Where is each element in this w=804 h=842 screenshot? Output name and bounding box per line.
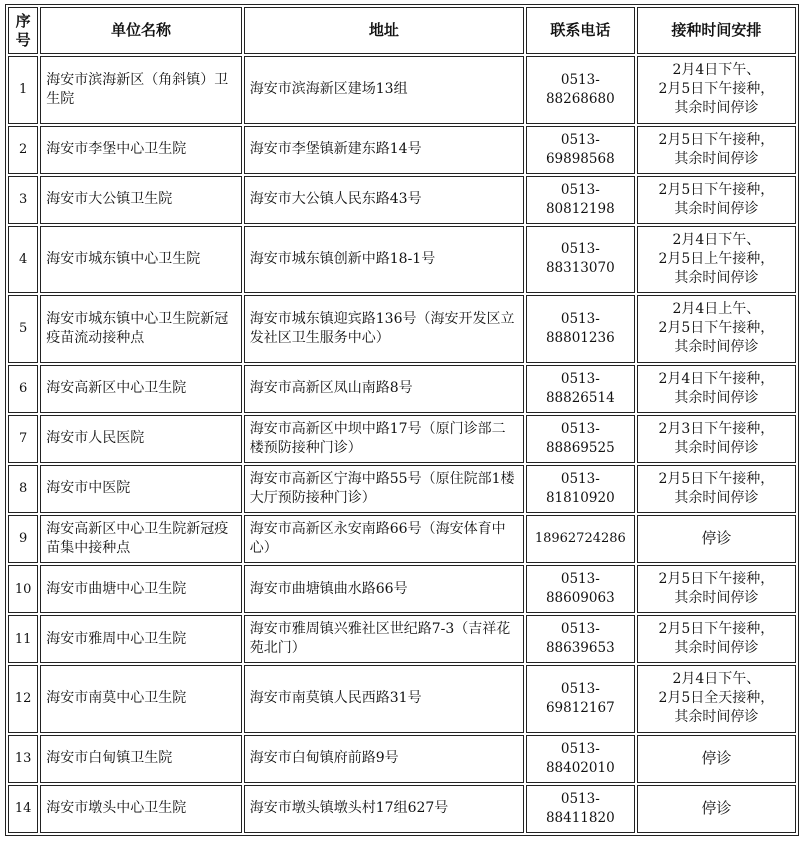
table-row xyxy=(8,365,796,413)
table-row xyxy=(8,56,796,124)
schedule-line: 2月5日全天接种， xyxy=(658,690,775,707)
schedule-line: 2月5日下午接种， xyxy=(658,81,775,98)
schedule-line: 其余时间停诊 xyxy=(674,640,759,657)
schedule-line: 其余时间停诊 xyxy=(674,200,759,217)
phone-line: 0513- xyxy=(560,71,600,88)
unit-name: 海安市城东镇中心卫生院新冠疫苗流动接种点 xyxy=(40,295,242,363)
address: 海安市高新区宁海中路55号（原住院部1楼大厅预防接种门诊） xyxy=(244,465,524,513)
schedule-line: 其余时间停诊 xyxy=(674,489,759,506)
table-row xyxy=(8,415,796,463)
table-row xyxy=(8,735,796,783)
phone-number xyxy=(526,415,635,463)
schedule-line: 2月5日下午接种， xyxy=(658,571,775,588)
phone-line: 69812167 xyxy=(545,699,615,716)
schedule xyxy=(637,735,796,783)
row-number: 8 xyxy=(8,465,38,513)
header-number xyxy=(8,7,38,54)
schedule-line: 2月5日下午接种， xyxy=(658,470,775,487)
schedule-line: 其余时间停诊 xyxy=(674,269,759,286)
phone-line: 0513- xyxy=(560,131,600,148)
schedule-line: 2月5日下午接种， xyxy=(658,320,775,337)
vaccination-sites-table xyxy=(5,4,799,836)
row-number: 11 xyxy=(8,615,38,663)
address: 海安市李堡镇新建东路14号 xyxy=(244,126,524,174)
schedule-line: 其余时间停诊 xyxy=(674,709,759,726)
unit-name: 海安市雅周中心卫生院 xyxy=(40,615,242,663)
address: 海安市城东镇创新中路18-1号 xyxy=(244,226,524,294)
header-schedule: 接种时间安排 xyxy=(637,7,796,54)
phone-line: 88609063 xyxy=(545,590,615,607)
schedule xyxy=(637,226,796,294)
schedule xyxy=(637,295,796,363)
row-number: 1 xyxy=(8,56,38,124)
header-phone: 联系电话 xyxy=(526,7,635,54)
table-row xyxy=(8,565,796,613)
row-number: 3 xyxy=(8,176,38,224)
address: 海安市曲塘镇曲水路66号 xyxy=(244,565,524,613)
phone-number xyxy=(526,126,635,174)
schedule-line: 2月5日下午接种， xyxy=(658,181,775,198)
unit-name: 海安市李堡中心卫生院 xyxy=(40,126,242,174)
address: 海安市滨海新区建场13组 xyxy=(244,56,524,124)
phone-line: 88313070 xyxy=(545,260,615,277)
phone-line: 0513- xyxy=(560,571,600,588)
unit-name: 海安市城东镇中心卫生院 xyxy=(40,226,242,294)
address: 海安市大公镇人民东路43号 xyxy=(244,176,524,224)
address: 海安市高新区永安南路66号（海安体育中心） xyxy=(244,515,524,563)
phone-number xyxy=(526,465,635,513)
phone-number xyxy=(526,176,635,224)
table-row xyxy=(8,615,796,663)
unit-name: 海安高新区中心卫生院 xyxy=(40,365,242,413)
phone-line: 88639653 xyxy=(545,640,615,657)
table-row xyxy=(8,665,796,733)
row-number: 9 xyxy=(8,515,38,563)
phone-number xyxy=(526,295,635,363)
schedule-line: 其余时间停诊 xyxy=(674,439,759,456)
phone-line: 0513- xyxy=(560,310,600,327)
phone-line: 69898568 xyxy=(545,150,615,167)
phone-number xyxy=(526,365,635,413)
unit-name: 海安市南莫中心卫生院 xyxy=(40,665,242,733)
schedule-line: 2月4日下午、 xyxy=(672,231,761,248)
row-number: 4 xyxy=(8,226,38,294)
unit-name: 海安市大公镇卫生院 xyxy=(40,176,242,224)
phone-line: 0513- xyxy=(560,680,600,697)
schedule xyxy=(637,176,796,224)
table-row xyxy=(8,785,796,833)
address: 海安市雅周镇兴雅社区世纪路7-3（吉祥花苑北门） xyxy=(244,615,524,663)
row-number: 2 xyxy=(8,126,38,174)
table-row xyxy=(8,515,796,563)
row-number: 7 xyxy=(8,415,38,463)
schedule xyxy=(637,56,796,124)
phone-line: 18962724286 xyxy=(534,531,626,547)
phone-number xyxy=(526,785,635,833)
row-number: 14 xyxy=(8,785,38,833)
schedule xyxy=(637,515,796,563)
address: 海安市墩头镇墩头村17组627号 xyxy=(244,785,524,833)
header-row xyxy=(8,7,796,54)
address: 海安市高新区凤山南路8号 xyxy=(244,365,524,413)
schedule-line: 2月4日下午、 xyxy=(672,671,761,688)
unit-name: 海安市曲塘中心卫生院 xyxy=(40,565,242,613)
phone-number xyxy=(526,665,635,733)
unit-name: 海安市人民医院 xyxy=(40,415,242,463)
schedule xyxy=(637,415,796,463)
schedule-line: 2月5日上午接种， xyxy=(658,250,775,267)
address: 海安市白甸镇府前路9号 xyxy=(244,735,524,783)
row-number: 10 xyxy=(8,565,38,613)
schedule-line: 停诊 xyxy=(701,799,732,818)
table-row xyxy=(8,226,796,294)
table-body xyxy=(8,56,796,833)
schedule-line: 2月4日下午、 xyxy=(672,62,761,79)
table-row xyxy=(8,465,796,513)
phone-line: 81810920 xyxy=(545,489,615,506)
phone-line: 0513- xyxy=(560,420,600,437)
phone-line: 88826514 xyxy=(545,389,615,406)
unit-name: 海安高新区中心卫生院新冠疫苗集中接种点 xyxy=(40,515,242,563)
schedule xyxy=(637,615,796,663)
phone-line: 88402010 xyxy=(545,759,615,776)
table-row xyxy=(8,176,796,224)
phone-line: 88801236 xyxy=(545,329,615,346)
schedule-line: 2月3日下午接种， xyxy=(658,420,775,437)
phone-line: 88268680 xyxy=(545,90,615,107)
unit-name: 海安市中医院 xyxy=(40,465,242,513)
phone-number xyxy=(526,56,635,124)
address: 海安市高新区中坝中路17号（原门诊部二楼预防接种门诊） xyxy=(244,415,524,463)
schedule-line: 2月4日下午接种， xyxy=(658,370,775,387)
schedule-line: 其余时间停诊 xyxy=(674,150,759,167)
phone-line: 0513- xyxy=(560,370,600,387)
phone-line: 88411820 xyxy=(545,809,615,826)
schedule-line: 其余时间停诊 xyxy=(674,389,759,406)
schedule-line: 其余时间停诊 xyxy=(674,590,759,607)
phone-line: 0513- xyxy=(560,790,600,807)
schedule-line: 其余时间停诊 xyxy=(674,100,759,117)
schedule-line: 其余时间停诊 xyxy=(674,339,759,356)
row-number: 13 xyxy=(8,735,38,783)
header-unit-name: 单位名称 xyxy=(40,7,242,54)
unit-name: 海安市墩头中心卫生院 xyxy=(40,785,242,833)
phone-number xyxy=(526,565,635,613)
phone-line: 88869525 xyxy=(545,439,615,456)
schedule-line: 2月5日下午接种， xyxy=(658,131,775,148)
phone-line: 0513- xyxy=(560,241,600,258)
phone-number xyxy=(526,615,635,663)
schedule xyxy=(637,365,796,413)
header-address: 地址 xyxy=(244,7,524,54)
table-row xyxy=(8,126,796,174)
schedule xyxy=(637,465,796,513)
phone-line: 80812198 xyxy=(545,200,615,217)
phone-number xyxy=(526,515,635,563)
schedule xyxy=(637,126,796,174)
schedule xyxy=(637,785,796,833)
table-row xyxy=(8,295,796,363)
unit-name: 海安市滨海新区（角斜镇）卫生院 xyxy=(40,56,242,124)
address: 海安市城东镇迎宾路136号（海安开发区立发社区卫生服务中心） xyxy=(244,295,524,363)
schedule-line: 2月4日上午、 xyxy=(672,301,761,318)
schedule xyxy=(637,665,796,733)
phone-number xyxy=(526,735,635,783)
row-number: 12 xyxy=(8,665,38,733)
phone-line: 0513- xyxy=(560,740,600,757)
phone-line: 0513- xyxy=(560,181,600,198)
schedule-line: 停诊 xyxy=(701,529,732,548)
phone-line: 0513- xyxy=(560,621,600,638)
address: 海安市南莫镇人民西路31号 xyxy=(244,665,524,733)
phone-line: 0513- xyxy=(560,470,600,487)
schedule-line: 2月5日下午接种， xyxy=(658,621,775,638)
schedule xyxy=(637,565,796,613)
row-number: 6 xyxy=(8,365,38,413)
header-number-char-1: 序 xyxy=(15,11,31,30)
row-number: 5 xyxy=(8,295,38,363)
header-number-char-2: 号 xyxy=(15,30,31,49)
schedule-line: 停诊 xyxy=(701,749,732,768)
unit-name: 海安市白甸镇卫生院 xyxy=(40,735,242,783)
phone-number xyxy=(526,226,635,294)
